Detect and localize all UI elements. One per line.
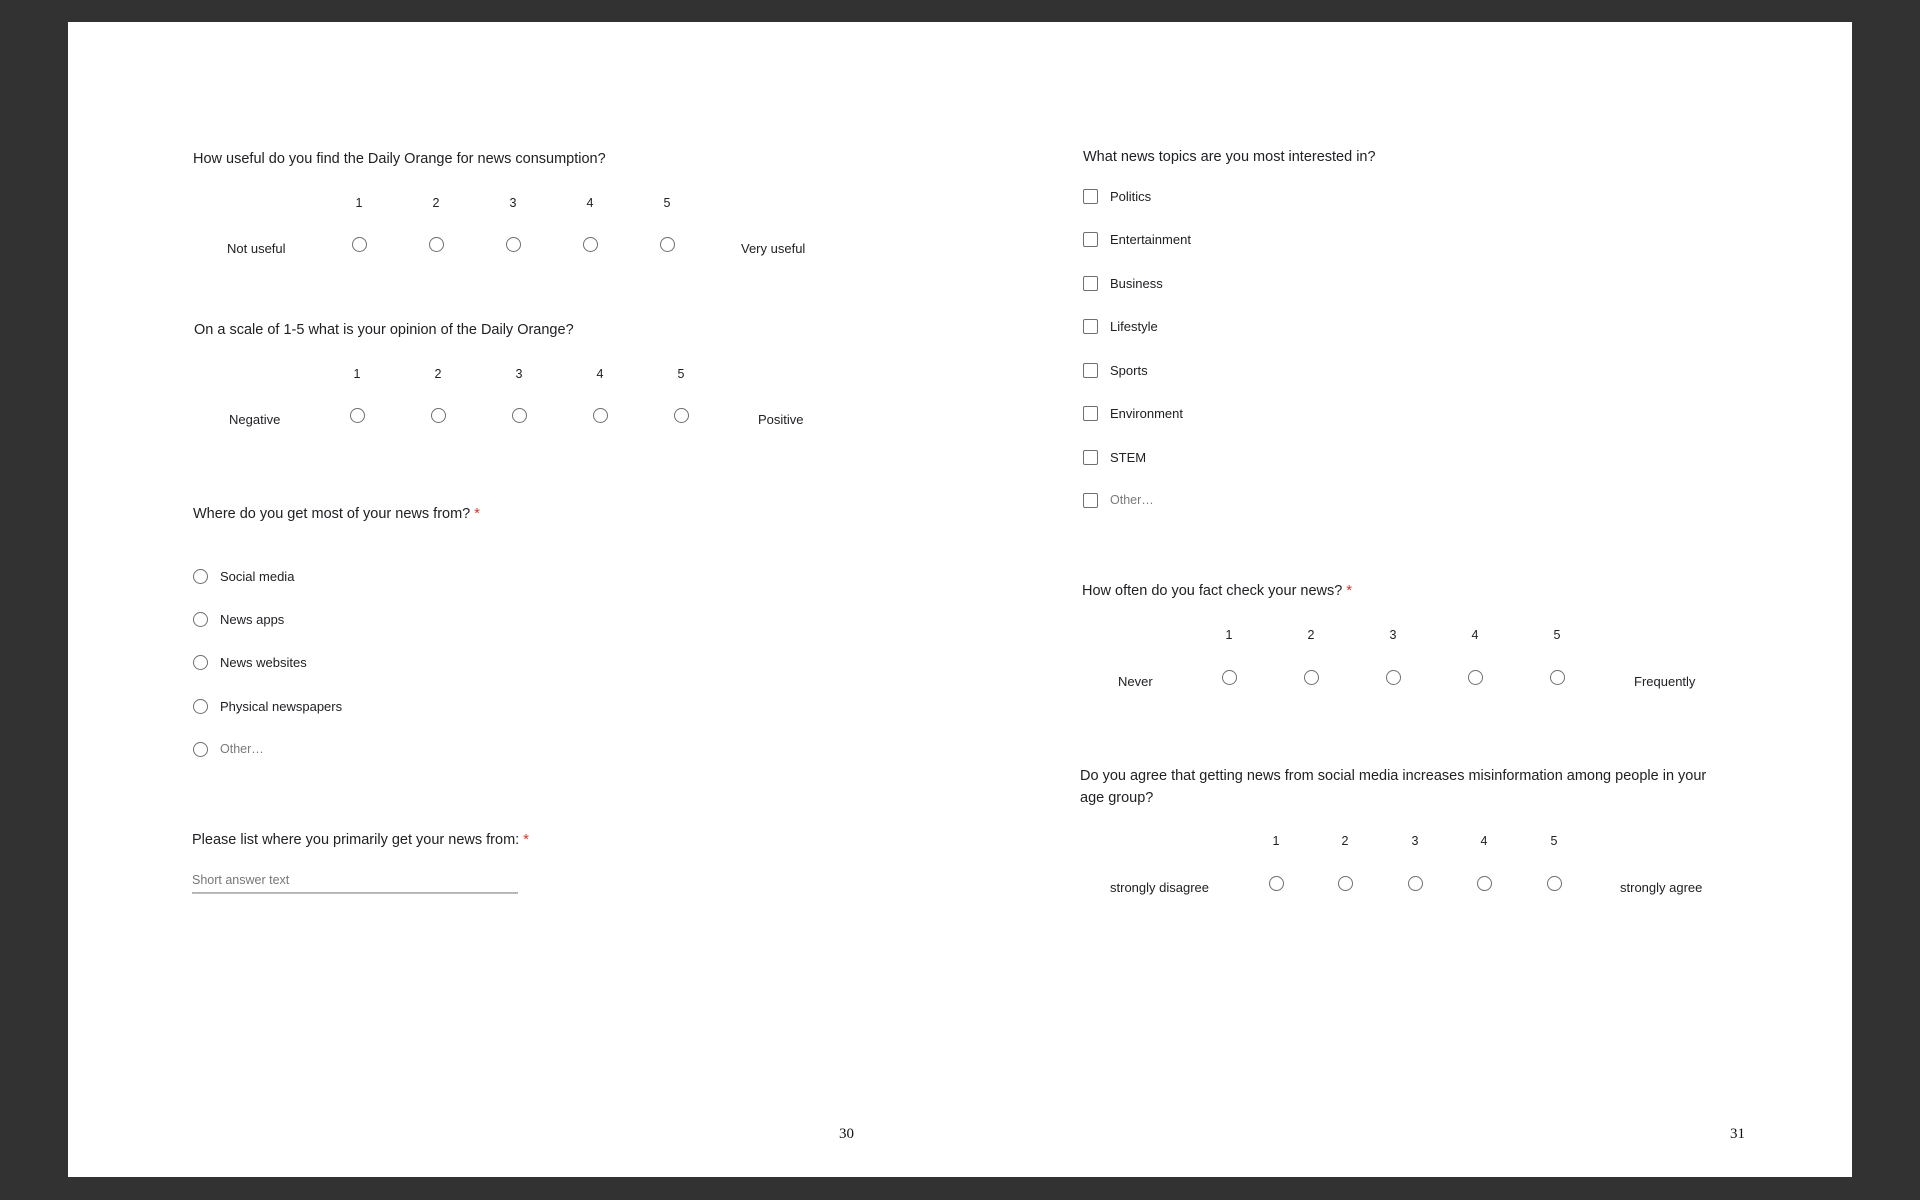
q2-high-label: Positive — [758, 412, 804, 427]
q5-option-business-checkbox[interactable] — [1083, 276, 1098, 291]
q7-radio-3[interactable] — [1408, 876, 1423, 891]
q6-radio-4[interactable] — [1468, 670, 1483, 685]
q5-option-lifestyle-checkbox[interactable] — [1083, 319, 1098, 334]
q6-high-label: Frequently — [1634, 674, 1696, 689]
q7-scale-5: 5 — [1550, 834, 1558, 848]
q2-low-label: Negative — [229, 412, 281, 427]
q5-option-stem-label: STEM — [1110, 450, 1147, 465]
q4-input-underline — [192, 892, 518, 894]
q6-title-text: How often do you fact check your news? — [1082, 583, 1343, 599]
q6-scale-2: 2 — [1307, 628, 1315, 642]
q5-option-business-label: Business — [1110, 276, 1163, 291]
q5-option-politics-label: Politics — [1110, 189, 1152, 204]
q1-radio-5[interactable] — [660, 237, 675, 252]
q2-scale-1: 1 — [353, 367, 361, 381]
q6-radio-3[interactable] — [1386, 670, 1401, 685]
q4-title — [192, 829, 529, 851]
q1-radio-1[interactable] — [352, 237, 367, 252]
q6-radio-1[interactable] — [1222, 670, 1237, 685]
q7-low-label: strongly disagree — [1110, 880, 1209, 895]
q1-radio-2[interactable] — [429, 237, 444, 252]
q1-high-label: Very useful — [741, 241, 806, 256]
q3-option-other-radio[interactable] — [193, 742, 208, 757]
q3-title — [193, 503, 480, 525]
q1-scale-2: 2 — [432, 196, 440, 210]
q5-option-entertainment-checkbox[interactable] — [1083, 232, 1098, 247]
q3-option-physical-newspapers-label: Physical newspapers — [220, 699, 343, 714]
q6-title — [1082, 580, 1352, 602]
q2-radio-4[interactable] — [593, 408, 608, 423]
q7-high-label: strongly agree — [1620, 880, 1703, 895]
q4-required-marker: * — [523, 832, 529, 848]
page-number-left: 30 — [839, 1126, 854, 1142]
q7-scale-3: 3 — [1411, 834, 1419, 848]
q1-scale-1: 1 — [355, 196, 363, 210]
q6-low-label: Never — [1118, 674, 1153, 689]
q2-scale-2: 2 — [434, 367, 442, 381]
q7-radio-2[interactable] — [1338, 876, 1353, 891]
q1-scale-3: 3 — [509, 196, 517, 210]
q1-radio-3[interactable] — [506, 237, 521, 252]
q1-low-label: Not useful — [227, 241, 286, 256]
q2-scale-3: 3 — [515, 367, 523, 381]
q2-scale-4: 4 — [596, 367, 604, 381]
q5-option-environment-checkbox[interactable] — [1083, 406, 1098, 421]
q3-option-news-websites-label: News websites — [220, 655, 307, 670]
q2-radio-2[interactable] — [431, 408, 446, 423]
q3-option-news-apps-label: News apps — [220, 612, 285, 627]
q6-scale-5: 5 — [1553, 628, 1561, 642]
document-sheet — [68, 22, 1852, 1177]
q6-radio-5[interactable] — [1550, 670, 1565, 685]
q3-option-news-websites-radio[interactable] — [193, 655, 208, 670]
q4-title-text: Please list where you primarily get your news from: — [192, 832, 520, 848]
q5-option-sports-checkbox[interactable] — [1083, 363, 1098, 378]
q2-title: On a scale of 1-5 what is your opinion of the Daily Orange? — [194, 322, 574, 338]
q3-title-text: Where do you get most of your news from? — [193, 506, 471, 522]
q2-radio-5[interactable] — [674, 408, 689, 423]
q5-option-sports-label: Sports — [1110, 363, 1148, 378]
q2-scale-5: 5 — [677, 367, 685, 381]
q3-required-marker: * — [474, 506, 480, 522]
q5-title: What news topics are you most interested in? — [1083, 149, 1376, 165]
q7-scale-1: 1 — [1272, 834, 1280, 848]
q6-scale-4: 4 — [1471, 628, 1479, 642]
q7-radio-5[interactable] — [1547, 876, 1562, 891]
q1-scale-4: 4 — [586, 196, 594, 210]
q5-option-lifestyle-label: Lifestyle — [1110, 319, 1158, 334]
q6-scale-1: 1 — [1225, 628, 1233, 642]
q2-radio-3[interactable] — [512, 408, 527, 423]
q3-option-social-media-label: Social media — [220, 569, 295, 584]
q5-option-environment-label: Environment — [1110, 406, 1183, 421]
q7-radio-1[interactable] — [1269, 876, 1284, 891]
q7-scale-2: 2 — [1341, 834, 1349, 848]
q5-option-politics-checkbox[interactable] — [1083, 189, 1098, 204]
q5-option-other-label: Other… — [1110, 493, 1154, 507]
q1-scale-5: 5 — [663, 196, 671, 210]
q3-option-physical-newspapers-radio[interactable] — [193, 699, 208, 714]
q3-option-social-media-radio[interactable] — [193, 569, 208, 584]
q5-option-stem-checkbox[interactable] — [1083, 450, 1098, 465]
q6-required-marker: * — [1346, 583, 1352, 599]
q3-option-news-apps-radio[interactable] — [193, 612, 208, 627]
q1-radio-4[interactable] — [583, 237, 598, 252]
q6-scale-3: 3 — [1389, 628, 1397, 642]
q5-option-entertainment-label: Entertainment — [1110, 232, 1191, 247]
q6-radio-2[interactable] — [1304, 670, 1319, 685]
q7-radio-4[interactable] — [1477, 876, 1492, 891]
q5-option-other-checkbox[interactable] — [1083, 493, 1098, 508]
q7-scale-4: 4 — [1480, 834, 1488, 848]
page-number-right: 31 — [1730, 1126, 1745, 1142]
q3-option-other-label: Other… — [220, 742, 264, 756]
q2-radio-1[interactable] — [350, 408, 365, 423]
q4-short-answer-input[interactable]: Short answer text — [192, 873, 290, 887]
q1-title: How useful do you find the Daily Orange for news consumption? — [193, 151, 606, 167]
q7-title: Do you agree that getting news from social media increases misinformation among people in your age group? — [1080, 768, 1707, 806]
